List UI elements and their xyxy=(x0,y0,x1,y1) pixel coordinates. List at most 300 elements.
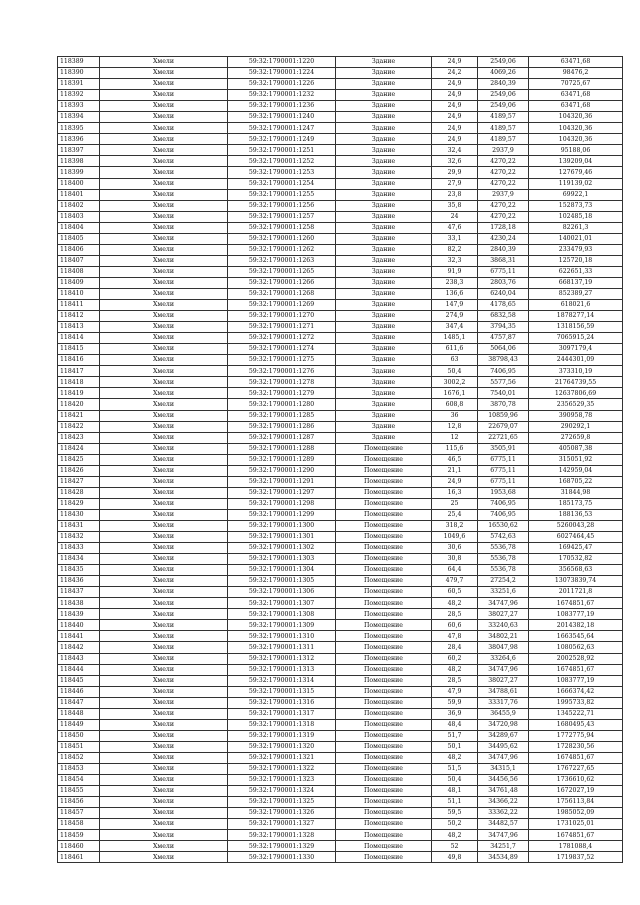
locality-cell: Хмели xyxy=(100,741,228,752)
cadastral-number-cell: 59:32:1790001:1303 xyxy=(228,554,336,565)
object-type-cell: Здание xyxy=(336,167,432,178)
row-number-cell: 118418 xyxy=(58,377,100,388)
specific-value-cell: 34788,61 xyxy=(478,686,529,697)
object-type-cell: Здание xyxy=(336,255,432,266)
cadastral-number-cell: 59:32:1790001:1305 xyxy=(228,576,336,587)
object-type-cell: Здание xyxy=(336,123,432,134)
cadastral-number-cell: 59:32:1790001:1240 xyxy=(228,112,336,123)
locality-cell: Хмели xyxy=(100,598,228,609)
specific-value-cell: 38027,27 xyxy=(478,675,529,686)
cadastral-value-cell: 2444301,09 xyxy=(529,355,623,366)
locality-cell: Хмели xyxy=(100,421,228,432)
object-type-cell: Здание xyxy=(336,355,432,366)
object-type-cell: Здание xyxy=(336,377,432,388)
cadastral-value-cell: 1663545,64 xyxy=(529,631,623,642)
specific-value-cell: 38027,27 xyxy=(478,609,529,620)
cadastral-number-cell: 59:32:1790001:1288 xyxy=(228,443,336,454)
area-cell: 28,5 xyxy=(432,609,478,620)
area-cell: 51,5 xyxy=(432,764,478,775)
object-type-cell: Помещение xyxy=(336,830,432,841)
locality-cell: Хмели xyxy=(100,543,228,554)
locality-cell: Хмели xyxy=(100,101,228,112)
object-type-cell: Здание xyxy=(336,112,432,123)
table-row xyxy=(58,509,623,520)
cadastral-value-cell: 139209,04 xyxy=(529,156,623,167)
table-row xyxy=(58,454,623,465)
specific-value-cell: 2840,39 xyxy=(478,79,529,90)
cadastral-value-cell: 315051,92 xyxy=(529,454,623,465)
specific-value-cell: 2549,06 xyxy=(478,90,529,101)
area-cell: 24,9 xyxy=(432,476,478,487)
object-type-cell: Здание xyxy=(336,68,432,79)
specific-value-cell: 38798,43 xyxy=(478,355,529,366)
object-type-cell: Помещение xyxy=(336,543,432,554)
row-number-cell: 118415 xyxy=(58,344,100,355)
area-cell: 59,5 xyxy=(432,808,478,819)
area-cell: 32,6 xyxy=(432,156,478,167)
table-body xyxy=(58,57,623,863)
specific-value-cell: 34315,1 xyxy=(478,764,529,775)
locality-cell: Хмели xyxy=(100,775,228,786)
object-type-cell: Здание xyxy=(336,57,432,68)
cadastral-number-cell: 59:32:1790001:1262 xyxy=(228,244,336,255)
row-number-cell: 118428 xyxy=(58,487,100,498)
cadastral-value-cell: 1318156,59 xyxy=(529,322,623,333)
locality-cell: Хмели xyxy=(100,852,228,863)
row-number-cell: 118435 xyxy=(58,565,100,576)
area-cell: 63 xyxy=(432,355,478,366)
table-row xyxy=(58,443,623,454)
area-cell: 30,6 xyxy=(432,543,478,554)
area-cell: 91,9 xyxy=(432,266,478,277)
locality-cell: Хмели xyxy=(100,653,228,664)
locality-cell: Хмели xyxy=(100,355,228,366)
object-type-cell: Помещение xyxy=(336,454,432,465)
object-type-cell: Помещение xyxy=(336,719,432,730)
locality-cell: Хмели xyxy=(100,675,228,686)
table-row xyxy=(58,432,623,443)
locality-cell: Хмели xyxy=(100,509,228,520)
specific-value-cell: 4189,57 xyxy=(478,112,529,123)
locality-cell: Хмели xyxy=(100,388,228,399)
locality-cell: Хмели xyxy=(100,708,228,719)
cadastral-value-cell: 31844,98 xyxy=(529,487,623,498)
cadastral-value-cell: 98476,2 xyxy=(529,68,623,79)
locality-cell: Хмели xyxy=(100,454,228,465)
locality-cell: Хмели xyxy=(100,808,228,819)
area-cell: 1049,6 xyxy=(432,532,478,543)
object-type-cell: Здание xyxy=(336,90,432,101)
area-cell: 24,9 xyxy=(432,57,478,68)
cadastral-value-cell: 1772775,94 xyxy=(529,730,623,741)
cadastral-value-cell: 6027464,45 xyxy=(529,532,623,543)
table-row xyxy=(58,277,623,288)
cadastral-value-cell: 63471,68 xyxy=(529,57,623,68)
area-cell: 1676,1 xyxy=(432,388,478,399)
locality-cell: Хмели xyxy=(100,587,228,598)
specific-value-cell: 36455,9 xyxy=(478,708,529,719)
cadastral-value-cell: 1672027,19 xyxy=(529,786,623,797)
specific-value-cell: 3505,91 xyxy=(478,443,529,454)
specific-value-cell: 1728,18 xyxy=(478,222,529,233)
row-number-cell: 118391 xyxy=(58,79,100,90)
specific-value-cell: 4270,22 xyxy=(478,178,529,189)
object-type-cell: Помещение xyxy=(336,498,432,509)
cadastral-number-cell: 59:32:1790001:1317 xyxy=(228,708,336,719)
cadastral-number-cell: 59:32:1790001:1271 xyxy=(228,322,336,333)
specific-value-cell: 2937,9 xyxy=(478,145,529,156)
table-row xyxy=(58,145,623,156)
cadastral-value-cell: 1756113,84 xyxy=(529,797,623,808)
specific-value-cell: 34747,96 xyxy=(478,664,529,675)
locality-cell: Хмели xyxy=(100,532,228,543)
row-number-cell: 118439 xyxy=(58,609,100,620)
row-number-cell: 118416 xyxy=(58,355,100,366)
cadastral-number-cell: 59:32:1790001:1232 xyxy=(228,90,336,101)
area-cell: 48,4 xyxy=(432,719,478,730)
table-row xyxy=(58,554,623,565)
area-cell: 24,9 xyxy=(432,134,478,145)
object-type-cell: Помещение xyxy=(336,764,432,775)
row-number-cell: 118456 xyxy=(58,797,100,808)
table-row xyxy=(58,741,623,752)
table-row xyxy=(58,399,623,410)
specific-value-cell: 6240,04 xyxy=(478,288,529,299)
table-row xyxy=(58,255,623,266)
cadastral-number-cell: 59:32:1790001:1329 xyxy=(228,841,336,852)
row-number-cell: 118461 xyxy=(58,852,100,863)
cadastral-number-cell: 59:32:1790001:1326 xyxy=(228,808,336,819)
row-number-cell: 118421 xyxy=(58,410,100,421)
object-type-cell: Помещение xyxy=(336,532,432,543)
area-cell: 1485,1 xyxy=(432,333,478,344)
row-number-cell: 118419 xyxy=(58,388,100,399)
row-number-cell: 118414 xyxy=(58,333,100,344)
row-number-cell: 118449 xyxy=(58,719,100,730)
object-type-cell: Здание xyxy=(336,410,432,421)
table-row xyxy=(58,200,623,211)
locality-cell: Хмели xyxy=(100,764,228,775)
locality-cell: Хмели xyxy=(100,189,228,200)
area-cell: 347,4 xyxy=(432,322,478,333)
specific-value-cell: 34495,62 xyxy=(478,741,529,752)
cadastral-number-cell: 59:32:1790001:1297 xyxy=(228,487,336,498)
area-cell: 49,8 xyxy=(432,852,478,863)
cadastral-value-cell: 1719837,52 xyxy=(529,852,623,863)
area-cell: 36,9 xyxy=(432,708,478,719)
table-row xyxy=(58,697,623,708)
locality-cell: Хмели xyxy=(100,520,228,531)
specific-value-cell: 34482,57 xyxy=(478,819,529,830)
table-row xyxy=(58,587,623,598)
area-cell: 50,2 xyxy=(432,819,478,830)
locality-cell: Хмели xyxy=(100,377,228,388)
area-cell: 36 xyxy=(432,410,478,421)
cadastral-value-cell: 140021,01 xyxy=(529,233,623,244)
specific-value-cell: 34747,96 xyxy=(478,830,529,841)
cadastral-number-cell: 59:32:1790001:1265 xyxy=(228,266,336,277)
row-number-cell: 118455 xyxy=(58,786,100,797)
cadastral-value-cell: 1878277,14 xyxy=(529,311,623,322)
locality-cell: Хмели xyxy=(100,443,228,454)
area-cell: 238,3 xyxy=(432,277,478,288)
table-row xyxy=(58,101,623,112)
table-row xyxy=(58,808,623,819)
specific-value-cell: 4189,57 xyxy=(478,134,529,145)
locality-cell: Хмели xyxy=(100,631,228,642)
cadastral-number-cell: 59:32:1790001:1300 xyxy=(228,520,336,531)
cadastral-number-cell: 59:32:1790001:1258 xyxy=(228,222,336,233)
row-number-cell: 118426 xyxy=(58,465,100,476)
cadastral-number-cell: 59:32:1790001:1272 xyxy=(228,333,336,344)
cadastral-value-cell: 5260043,28 xyxy=(529,520,623,531)
area-cell: 50,4 xyxy=(432,366,478,377)
object-type-cell: Помещение xyxy=(336,775,432,786)
locality-cell: Хмели xyxy=(100,57,228,68)
area-cell: 274,9 xyxy=(432,311,478,322)
row-number-cell: 118434 xyxy=(58,554,100,565)
locality-cell: Хмели xyxy=(100,609,228,620)
cadastral-value-cell: 272659,8 xyxy=(529,432,623,443)
area-cell: 30,8 xyxy=(432,554,478,565)
table-row xyxy=(58,377,623,388)
locality-cell: Хмели xyxy=(100,410,228,421)
specific-value-cell: 34747,96 xyxy=(478,752,529,763)
specific-value-cell: 33362,22 xyxy=(478,808,529,819)
table-row xyxy=(58,311,623,322)
table-row xyxy=(58,344,623,355)
specific-value-cell: 34289,67 xyxy=(478,730,529,741)
cadastral-number-cell: 59:32:1790001:1253 xyxy=(228,167,336,178)
area-cell: 60,6 xyxy=(432,620,478,631)
area-cell: 147,9 xyxy=(432,300,478,311)
specific-value-cell: 22679,07 xyxy=(478,421,529,432)
area-cell: 27,9 xyxy=(432,178,478,189)
row-number-cell: 118390 xyxy=(58,68,100,79)
cadastral-value-cell: 82261,3 xyxy=(529,222,623,233)
locality-cell: Хмели xyxy=(100,156,228,167)
locality-cell: Хмели xyxy=(100,819,228,830)
table-row xyxy=(58,211,623,222)
cadastral-value-cell: 169425,47 xyxy=(529,543,623,554)
table-row xyxy=(58,366,623,377)
cadastral-number-cell: 59:32:1790001:1254 xyxy=(228,178,336,189)
cadastral-value-cell: 1728230,56 xyxy=(529,741,623,752)
row-number-cell: 118393 xyxy=(58,101,100,112)
cadastral-value-cell: 170532,82 xyxy=(529,554,623,565)
locality-cell: Хмели xyxy=(100,233,228,244)
cadastral-number-cell: 59:32:1790001:1286 xyxy=(228,421,336,432)
cadastral-value-cell: 1080562,63 xyxy=(529,642,623,653)
object-type-cell: Здание xyxy=(336,101,432,112)
cadastral-number-cell: 59:32:1790001:1325 xyxy=(228,797,336,808)
area-cell: 35,8 xyxy=(432,200,478,211)
table-row xyxy=(58,653,623,664)
table-row xyxy=(58,266,623,277)
cadastral-number-cell: 59:32:1790001:1327 xyxy=(228,819,336,830)
object-type-cell: Здание xyxy=(336,288,432,299)
locality-cell: Хмели xyxy=(100,498,228,509)
cadastral-number-cell: 59:32:1790001:1312 xyxy=(228,653,336,664)
cadastral-number-cell: 59:32:1790001:1304 xyxy=(228,565,336,576)
cadastral-value-cell: 13073839,74 xyxy=(529,576,623,587)
specific-value-cell: 7540,01 xyxy=(478,388,529,399)
locality-cell: Хмели xyxy=(100,565,228,576)
specific-value-cell: 4270,22 xyxy=(478,200,529,211)
row-number-cell: 118395 xyxy=(58,123,100,134)
cadastral-number-cell: 59:32:1790001:1220 xyxy=(228,57,336,68)
property-table xyxy=(57,56,623,863)
area-cell: 25,4 xyxy=(432,509,478,520)
area-cell: 29,9 xyxy=(432,167,478,178)
row-number-cell: 118409 xyxy=(58,277,100,288)
cadastral-value-cell: 2014382,18 xyxy=(529,620,623,631)
object-type-cell: Здание xyxy=(336,277,432,288)
row-number-cell: 118398 xyxy=(58,156,100,167)
cadastral-value-cell: 104320,36 xyxy=(529,123,623,134)
table-row xyxy=(58,598,623,609)
table-row xyxy=(58,57,623,68)
row-number-cell: 118459 xyxy=(58,830,100,841)
row-number-cell: 118410 xyxy=(58,288,100,299)
cadastral-value-cell: 95188,06 xyxy=(529,145,623,156)
cadastral-number-cell: 59:32:1790001:1316 xyxy=(228,697,336,708)
cadastral-number-cell: 59:32:1790001:1314 xyxy=(228,675,336,686)
row-number-cell: 118404 xyxy=(58,222,100,233)
row-number-cell: 118444 xyxy=(58,664,100,675)
cadastral-value-cell: 852389,27 xyxy=(529,288,623,299)
specific-value-cell: 6775,11 xyxy=(478,266,529,277)
table-row xyxy=(58,708,623,719)
cadastral-number-cell: 59:32:1790001:1306 xyxy=(228,587,336,598)
locality-cell: Хмели xyxy=(100,487,228,498)
area-cell: 24,9 xyxy=(432,112,478,123)
locality-cell: Хмели xyxy=(100,333,228,344)
row-number-cell: 118452 xyxy=(58,752,100,763)
specific-value-cell: 33317,76 xyxy=(478,697,529,708)
cadastral-value-cell: 142959,04 xyxy=(529,465,623,476)
table-row xyxy=(58,664,623,675)
specific-value-cell: 4189,57 xyxy=(478,123,529,134)
row-number-cell: 118440 xyxy=(58,620,100,631)
object-type-cell: Здание xyxy=(336,322,432,333)
cadastral-number-cell: 59:32:1790001:1274 xyxy=(228,344,336,355)
cadastral-number-cell: 59:32:1790001:1285 xyxy=(228,410,336,421)
object-type-cell: Помещение xyxy=(336,819,432,830)
area-cell: 25 xyxy=(432,498,478,509)
table-row xyxy=(58,189,623,200)
specific-value-cell: 34534,89 xyxy=(478,852,529,863)
specific-value-cell: 2549,06 xyxy=(478,101,529,112)
locality-cell: Хмели xyxy=(100,752,228,763)
cadastral-number-cell: 59:32:1790001:1320 xyxy=(228,741,336,752)
table-row xyxy=(58,300,623,311)
cadastral-number-cell: 59:32:1790001:1270 xyxy=(228,311,336,322)
row-number-cell: 118392 xyxy=(58,90,100,101)
specific-value-cell: 4270,22 xyxy=(478,211,529,222)
locality-cell: Хмели xyxy=(100,366,228,377)
row-number-cell: 118420 xyxy=(58,399,100,410)
table-row xyxy=(58,388,623,399)
table-row xyxy=(58,532,623,543)
cadastral-number-cell: 59:32:1790001:1257 xyxy=(228,211,336,222)
specific-value-cell: 27254,2 xyxy=(478,576,529,587)
object-type-cell: Здание xyxy=(336,244,432,255)
table-row xyxy=(58,487,623,498)
row-number-cell: 118403 xyxy=(58,211,100,222)
cadastral-value-cell: 152873,73 xyxy=(529,200,623,211)
locality-cell: Хмели xyxy=(100,79,228,90)
row-number-cell: 118401 xyxy=(58,189,100,200)
cadastral-number-cell: 59:32:1790001:1278 xyxy=(228,377,336,388)
area-cell: 64,4 xyxy=(432,565,478,576)
specific-value-cell: 33240,63 xyxy=(478,620,529,631)
area-cell: 611,6 xyxy=(432,344,478,355)
table-row xyxy=(58,123,623,134)
area-cell: 136,6 xyxy=(432,288,478,299)
cadastral-number-cell: 59:32:1790001:1252 xyxy=(228,156,336,167)
cadastral-value-cell: 2002528,92 xyxy=(529,653,623,664)
area-cell: 24,9 xyxy=(432,90,478,101)
locality-cell: Хмели xyxy=(100,68,228,79)
object-type-cell: Помещение xyxy=(336,664,432,675)
row-number-cell: 118408 xyxy=(58,266,100,277)
cadastral-number-cell: 59:32:1790001:1269 xyxy=(228,300,336,311)
specific-value-cell: 3794,35 xyxy=(478,322,529,333)
row-number-cell: 118458 xyxy=(58,819,100,830)
table-row xyxy=(58,79,623,90)
table-row xyxy=(58,576,623,587)
table-row xyxy=(58,333,623,344)
cadastral-value-cell: 1083777,19 xyxy=(529,675,623,686)
object-type-cell: Помещение xyxy=(336,587,432,598)
cadastral-number-cell: 59:32:1790001:1315 xyxy=(228,686,336,697)
area-cell: 28,5 xyxy=(432,675,478,686)
specific-value-cell: 10859,96 xyxy=(478,410,529,421)
cadastral-number-cell: 59:32:1790001:1330 xyxy=(228,852,336,863)
area-cell: 48,2 xyxy=(432,598,478,609)
cadastral-number-cell: 59:32:1790001:1321 xyxy=(228,752,336,763)
cadastral-value-cell: 104320,36 xyxy=(529,134,623,145)
object-type-cell: Помещение xyxy=(336,509,432,520)
cadastral-number-cell: 59:32:1790001:1289 xyxy=(228,454,336,465)
table-row xyxy=(58,222,623,233)
area-cell: 52 xyxy=(432,841,478,852)
cadastral-value-cell: 373310,19 xyxy=(529,366,623,377)
table-row xyxy=(58,631,623,642)
specific-value-cell: 3870,78 xyxy=(478,399,529,410)
object-type-cell: Помещение xyxy=(336,620,432,631)
locality-cell: Хмели xyxy=(100,797,228,808)
row-number-cell: 118389 xyxy=(58,57,100,68)
object-type-cell: Помещение xyxy=(336,476,432,487)
cadastral-number-cell: 59:32:1790001:1328 xyxy=(228,830,336,841)
area-cell: 51,7 xyxy=(432,730,478,741)
cadastral-number-cell: 59:32:1790001:1287 xyxy=(228,432,336,443)
locality-cell: Хмели xyxy=(100,300,228,311)
table-row xyxy=(58,421,623,432)
specific-value-cell: 2840,39 xyxy=(478,244,529,255)
cadastral-number-cell: 59:32:1790001:1310 xyxy=(228,631,336,642)
table-row xyxy=(58,830,623,841)
row-number-cell: 118424 xyxy=(58,443,100,454)
row-number-cell: 118397 xyxy=(58,145,100,156)
row-number-cell: 118430 xyxy=(58,509,100,520)
area-cell: 51,1 xyxy=(432,797,478,808)
area-cell: 48,1 xyxy=(432,786,478,797)
cadastral-number-cell: 59:32:1790001:1268 xyxy=(228,288,336,299)
table-row xyxy=(58,233,623,244)
